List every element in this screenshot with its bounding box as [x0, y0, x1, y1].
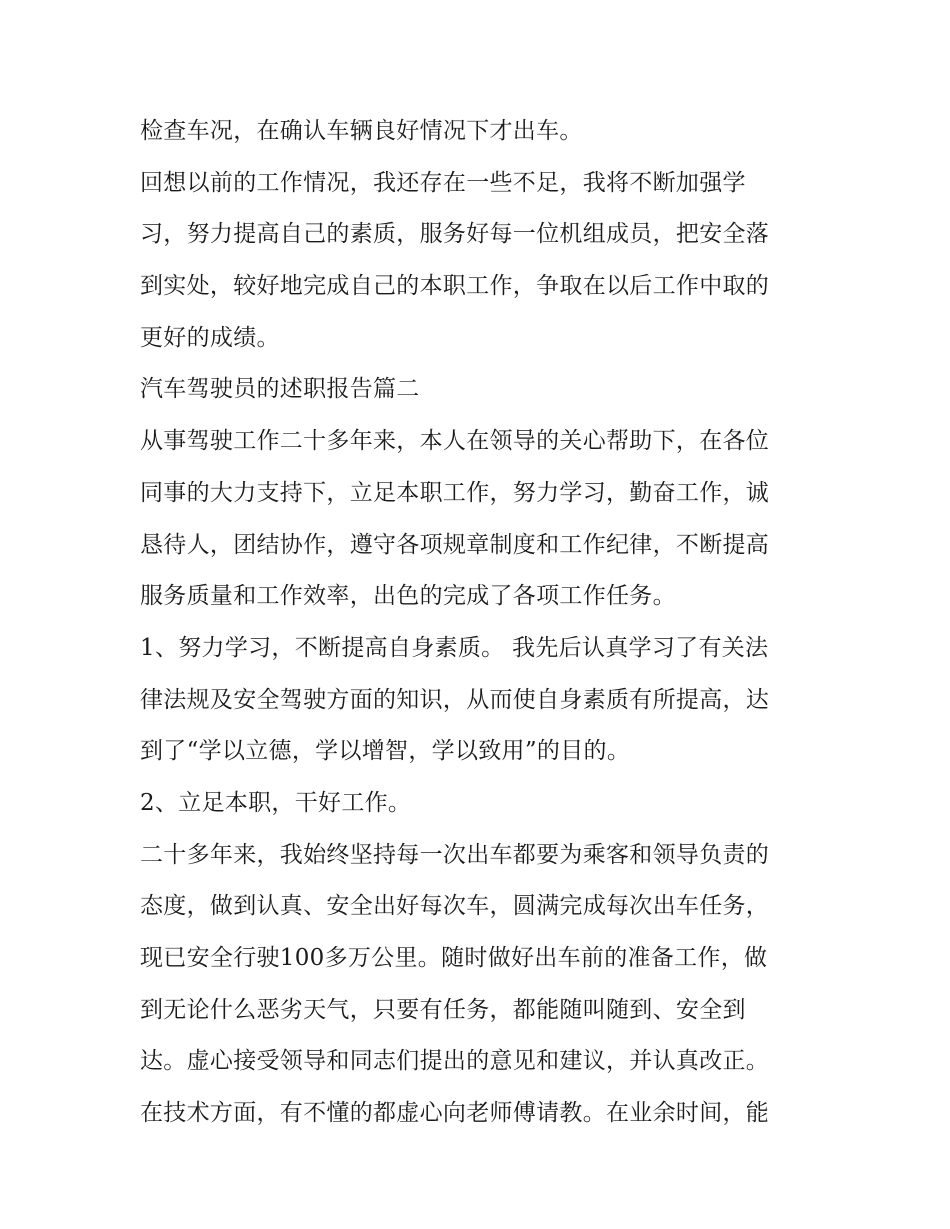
- text-line: 达。虚心接受领导和同志们提出的意见和建议，并认真改正。: [140, 1048, 770, 1075]
- list-item-heading: 2、立足本职，干好工作。: [140, 789, 412, 816]
- text-line: 二十多年来，我始终坚持每一次出车都要为乘客和领导负责的: [140, 841, 770, 868]
- text-line: 在技术方面，有不懂的都虚心向老师傅请教。在业余时间，能: [140, 1100, 770, 1127]
- text-line: 到无论什么恶劣天气，只要有任务，都能随叫随到、安全到: [140, 996, 746, 1023]
- text-line: 律法规及安全驾驶方面的知识，从而使自身素质有所提高，达: [140, 686, 770, 713]
- text-line: 检查车况，在确认车辆良好情况下才出车。: [140, 118, 583, 144]
- text-line: 同事的大力支持下，立足本职工作，努力学习，勤奋工作，诚: [140, 479, 770, 506]
- text-line: 服务质量和工作效率，出色的完成了各项工作任务。: [140, 583, 676, 610]
- text-line: 回想以前的工作情况，我还存在一些不足，我将不断加强学: [140, 169, 746, 196]
- text-line: 习，努力提高自己的素质，服务好每一位机组成员，把安全落: [140, 221, 770, 248]
- section-heading: 汽车驾驶员的述职报告篇二: [140, 376, 420, 403]
- text-line: 从事驾驶工作二十多年来，本人在领导的关心帮助下，在各位: [140, 428, 770, 455]
- text-line: 更好的成绩。: [140, 324, 280, 351]
- text-line: 态度，做到认真、安全出好每次车，圆满完成每次出车任务，: [140, 893, 770, 920]
- text-line: 恳待人，团结协作，遵守各项规章制度和工作纪律，不断提高: [140, 531, 770, 558]
- text-line: 到了“学以立德，学以增智，学以致用”的目的。: [140, 738, 631, 765]
- text-line: 现已安全行驶100多万公里。随时做好出车前的准备工作，做: [140, 945, 768, 971]
- list-item-heading: 1、努力学习，不断提高自身素质。 我先后认真学习了有关法: [140, 634, 769, 661]
- text-line: 到实处，较好地完成自己的本职工作，争取在以后工作中取的: [140, 273, 770, 300]
- document-body: [140, 106, 820, 1140]
